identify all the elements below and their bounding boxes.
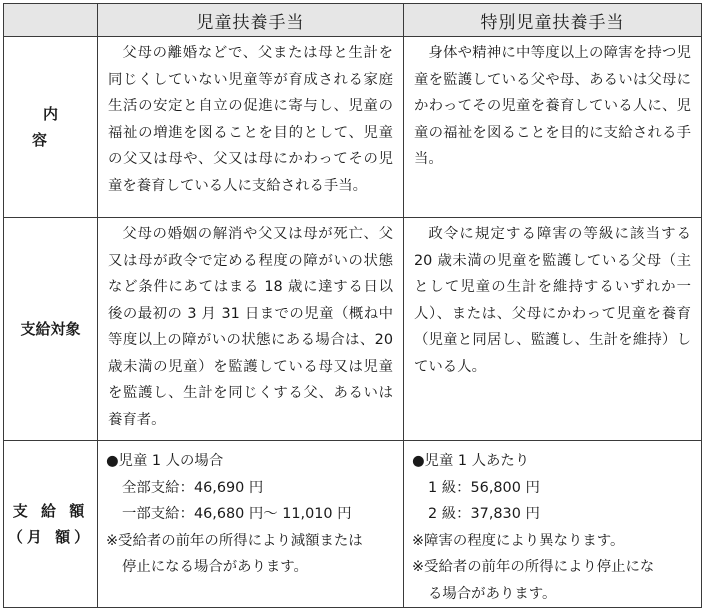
- row-label-amount: [4, 441, 98, 608]
- row-label-amount-line2: （月 額）: [7, 528, 94, 546]
- amount-special-grade1: 1 級：56,800 円: [428, 479, 540, 496]
- header-child-allowance: 児童扶養手当: [98, 4, 404, 37]
- amount-child-partial: 一部支給：46,680 円〜 11,010 円: [122, 506, 352, 522]
- amount-child-cell: [98, 441, 404, 608]
- row-label-amount-line1: 支 給 額: [12, 502, 89, 520]
- amount-child-note-line2: 停止になる場合があります。: [122, 559, 308, 575]
- eligibility-child-cell: [98, 218, 404, 441]
- amount-special-note-b-line2: る場合があります。: [428, 585, 557, 602]
- row-label-eligibility-text: 支給対象: [20, 320, 81, 338]
- content-special-cell: [404, 37, 702, 218]
- eligibility-row: [4, 218, 702, 441]
- amount-child-heading: ●児童 1 人の場合: [106, 453, 224, 469]
- allowance-comparison-table: [3, 3, 702, 608]
- content-special-text: 身体や精神に中等度以上の障害を持つ児童を監護している父や母、あるいは父母にかわってその児童を養育している人に、児童の福祉を図ることを目的に支給される手当。: [414, 45, 691, 167]
- amount-special-note-b-line1: ※受給者の前年の所得により停止にな: [412, 559, 655, 575]
- header-special-child-allowance: 特別児童扶養手当: [404, 4, 702, 37]
- eligibility-special-cell: [404, 218, 702, 441]
- amount-child-note-line1: ※受給者の前年の所得により減額または: [106, 532, 363, 549]
- amount-special-note-a: ※障害の程度により異なります。: [412, 532, 625, 549]
- header-corner-cell: [4, 4, 98, 37]
- amount-special-heading: ●児童 1 人あたり: [412, 453, 530, 469]
- amount-special-grade2: 2 級：37,830 円: [428, 506, 540, 522]
- amount-child-full: 全部支給：46,690 円: [122, 479, 264, 496]
- row-label-eligibility: [4, 218, 98, 441]
- content-row: [4, 37, 702, 218]
- content-child-cell: [98, 37, 404, 218]
- row-label-content-text: 内 容: [31, 105, 118, 149]
- eligibility-child-text: 父母の婚姻の解消や父又は母が死亡、父又は母が政令で定める程度の障がいの状態など条件にあてはまる 18 歳に達する日以後の最初の 3 月 31 日までの児童（概ね中等度以上の障がいの状態にある場合は、20 歳未満の児童）を監護している母又は児童を監護し、生計を同じくする父、あるいは養育者。: [108, 226, 393, 428]
- row-label-content: [4, 37, 118, 218]
- eligibility-special-text: 政令に規定する障害の等級に該当する 20 歳未満の児童を監護している父母（主として児童の生計を維持するいずれか一人）、または、父母にかわって児童を養育（児童と同居し、監護し、生計を維持）している人。: [414, 226, 691, 375]
- content-child-text: 父母の離婚などで、父または母と生計を同じくしていない児童等が育成される家庭生活の安定と自立の促進に寄与し、児童の福祉の増進を図ることを目的として、児童の父又は母や、父又は母にかわってその児童を養育している人に支給される手当。: [108, 45, 393, 194]
- amount-row: [4, 441, 702, 608]
- amount-special-cell: [404, 441, 702, 608]
- header-row: [4, 4, 702, 37]
- amount-special-list: [404, 441, 701, 607]
- amount-child-list: [98, 441, 403, 581]
